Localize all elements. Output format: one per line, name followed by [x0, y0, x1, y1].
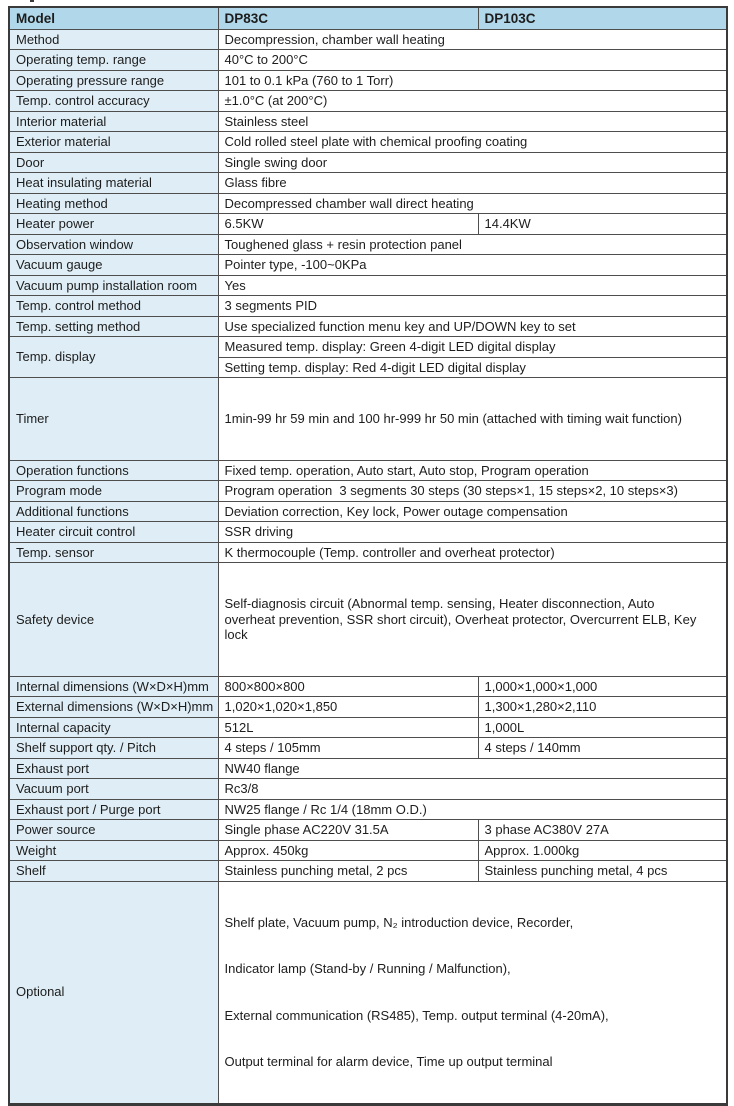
- row-label: Shelf: [9, 861, 218, 882]
- row-value-dp103c: Approx. 1.000kg: [478, 840, 727, 861]
- row-value: [218, 378, 727, 461]
- row-label: Operating pressure range: [9, 70, 218, 91]
- row-internal-dimensions: [9, 676, 727, 697]
- row-shelf-support-qty-pitch: [9, 738, 727, 759]
- row-label: Exhaust port / Purge port: [9, 799, 218, 820]
- row-label: Temp. control accuracy: [9, 91, 218, 112]
- row-weight: [9, 840, 727, 861]
- row-value: Fixed temp. operation, Auto start, Auto stop, Program operation: [218, 460, 727, 481]
- row-temp-sensor: [9, 542, 727, 563]
- row-interior-material: [9, 111, 727, 132]
- row-internal-capacity: [9, 717, 727, 738]
- row-label: Shelf support qty. / Pitch: [9, 738, 218, 759]
- row-label: Operation functions: [9, 460, 218, 481]
- row-label: Vacuum port: [9, 779, 218, 800]
- row-heating-method: [9, 193, 727, 214]
- row-temp-control-accuracy: [9, 91, 727, 112]
- row-heater-circuit-control: [9, 522, 727, 543]
- row-value: 3 segments PID: [218, 296, 727, 317]
- row-external-dimensions: [9, 697, 727, 718]
- row-value: 101 to 0.1 kPa (760 to 1 Torr): [218, 70, 727, 91]
- row-label: Heater power: [9, 214, 218, 235]
- row-value: Stainless steel: [218, 111, 727, 132]
- row-value-dp83c: 512L: [218, 717, 478, 738]
- row-label: Exterior material: [9, 132, 218, 153]
- row-value-dp83c: 6.5KW: [218, 214, 478, 235]
- row-value-dp103c: 1,000×1,000×1,000: [478, 676, 727, 697]
- row-label: Vacuum pump installation room: [9, 275, 218, 296]
- optional-line: Shelf plate, Vacuum pump, N₂ introduction device, Recorder,: [224, 914, 574, 930]
- row-value-dp83c: Stainless punching metal, 2 pcs: [218, 861, 478, 882]
- row-value-text: 1min-99 hr 59 min and 100 hr-999 hr 50 min (attached with timing wait function): [224, 411, 682, 426]
- row-temp-setting-method: [9, 316, 727, 337]
- row-observation-window: [9, 234, 727, 255]
- row-value: NW25 flange / Rc 1/4 (18mm O.D.): [218, 799, 727, 820]
- row-label: Heat insulating material: [9, 173, 218, 194]
- row-label: Exhaust port: [9, 758, 218, 779]
- row-label: Internal dimensions (W×D×H)mm: [9, 676, 218, 697]
- row-value: ±1.0°C (at 200°C): [218, 91, 727, 112]
- row-value-text: Self-diagnosis circuit (Abnormal temp. sensing, Heater disconnection, Auto overheat prevention, SSR short circuit), Overheat protector, Overcurrent ELB, Key lock: [224, 596, 700, 642]
- row-label: Safety device: [9, 563, 218, 677]
- row-additional-functions: [9, 501, 727, 522]
- row-exhaust-port: [9, 758, 727, 779]
- row-value-dp103c: 3 phase AC380V 27A: [478, 820, 727, 841]
- row-heater-power: [9, 214, 727, 235]
- row-optional: [9, 881, 727, 1104]
- row-temp-control-method: [9, 296, 727, 317]
- row-value: Program operation 3 segments 30 steps (30 steps×1, 15 steps×2, 10 steps×3): [218, 481, 727, 502]
- row-value: Single swing door: [218, 152, 727, 173]
- row-label: Temp. setting method: [9, 316, 218, 337]
- row-vacuum-gauge: [9, 255, 727, 276]
- row-operation-functions: [9, 460, 727, 481]
- optional-line: Indicator lamp (Stand-by / Running / Malfunction),: [224, 961, 511, 976]
- row-label: Temp. display: [9, 337, 218, 378]
- row-heat-insulating-material: [9, 173, 727, 194]
- row-value: Use specialized function menu key and UP/DOWN key to set: [218, 316, 727, 337]
- row-label: Optional: [9, 881, 218, 1104]
- row-value: Setting temp. display: Red 4-digit LED digital display: [218, 357, 727, 378]
- row-value-dp103c: 14.4KW: [478, 214, 727, 235]
- row-label: Power source: [9, 820, 218, 841]
- row-timer: [9, 378, 727, 461]
- row-value: Decompressed chamber wall direct heating: [218, 193, 727, 214]
- row-power-source: [9, 820, 727, 841]
- row-value-dp103c: 1,300×1,280×2,110: [478, 697, 727, 718]
- row-label: Heating method: [9, 193, 218, 214]
- row-value-dp83c: 4 steps / 105mm: [218, 738, 478, 759]
- column-header-dp83c: DP83C: [218, 7, 478, 29]
- row-label: Operating temp. range: [9, 50, 218, 71]
- row-value: Yes: [218, 275, 727, 296]
- row-safety-device: [9, 563, 727, 677]
- row-label: Door: [9, 152, 218, 173]
- row-label: External dimensions (W×D×H)mm: [9, 697, 218, 718]
- row-vacuum-port: [9, 779, 727, 800]
- row-value-dp103c: 1,000L: [478, 717, 727, 738]
- row-vacuum-pump-installation-room: [9, 275, 727, 296]
- row-label: Temp. control method: [9, 296, 218, 317]
- row-value-dp83c: Single phase AC220V 31.5A: [218, 820, 478, 841]
- row-value: K thermocouple (Temp. controller and overheat protector): [218, 542, 727, 563]
- row-program-mode: [9, 481, 727, 502]
- row-value: Decompression, chamber wall heating: [218, 29, 727, 50]
- row-label: Program mode: [9, 481, 218, 502]
- row-label: Additional functions: [9, 501, 218, 522]
- row-label: Timer: [9, 378, 218, 461]
- column-header-dp103c: DP103C: [478, 7, 727, 29]
- row-operating-temp-range: [9, 50, 727, 71]
- row-value-dp103c: 4 steps / 140mm: [478, 738, 727, 759]
- row-value: Glass fibre: [218, 173, 727, 194]
- row-operating-pressure-range: [9, 70, 727, 91]
- table-header-row: [9, 7, 727, 29]
- row-label: Heater circuit control: [9, 522, 218, 543]
- row-exterior-material: [9, 132, 727, 153]
- row-door: [9, 152, 727, 173]
- optional-line: External communication (RS485), Temp. output terminal (4-20mA),: [224, 1007, 609, 1023]
- row-label: Vacuum gauge: [9, 255, 218, 276]
- row-label: Internal capacity: [9, 717, 218, 738]
- row-label: Interior material: [9, 111, 218, 132]
- row-label: Weight: [9, 840, 218, 861]
- row-value: SSR driving: [218, 522, 727, 543]
- optional-line: Output terminal for alarm device, Time up output terminal: [224, 1054, 553, 1069]
- row-value: [218, 563, 727, 677]
- row-value-dp83c: 800×800×800: [218, 676, 478, 697]
- cropped-text-remnant: [30, 0, 34, 2]
- row-shelf: [9, 861, 727, 882]
- row-value: Deviation correction, Key lock, Power outage compensation: [218, 501, 727, 522]
- row-value-dp83c: Approx. 450kg: [218, 840, 478, 861]
- row-label: Temp. sensor: [9, 542, 218, 563]
- row-value-dp103c: Stainless punching metal, 4 pcs: [478, 861, 727, 882]
- row-value: [218, 881, 727, 1104]
- row-value: Cold rolled steel plate with chemical proofing coating: [218, 132, 727, 153]
- row-value: NW40 flange: [218, 758, 727, 779]
- row-value: 40°C to 200°C: [218, 50, 727, 71]
- row-value-dp83c: 1,020×1,020×1,850: [218, 697, 478, 718]
- column-header-model: Model: [9, 7, 218, 29]
- spec-table: [8, 6, 728, 1106]
- row-exhaust-purge-port: [9, 799, 727, 820]
- row-method: [9, 29, 727, 50]
- row-temp-display-line1: [9, 337, 727, 358]
- row-value: Rc3/8: [218, 779, 727, 800]
- row-value: Pointer type, -100~0KPa: [218, 255, 727, 276]
- row-label: Method: [9, 29, 218, 50]
- row-value: Toughened glass + resin protection panel: [218, 234, 727, 255]
- row-label: Observation window: [9, 234, 218, 255]
- row-value: Measured temp. display: Green 4-digit LED digital display: [218, 337, 727, 358]
